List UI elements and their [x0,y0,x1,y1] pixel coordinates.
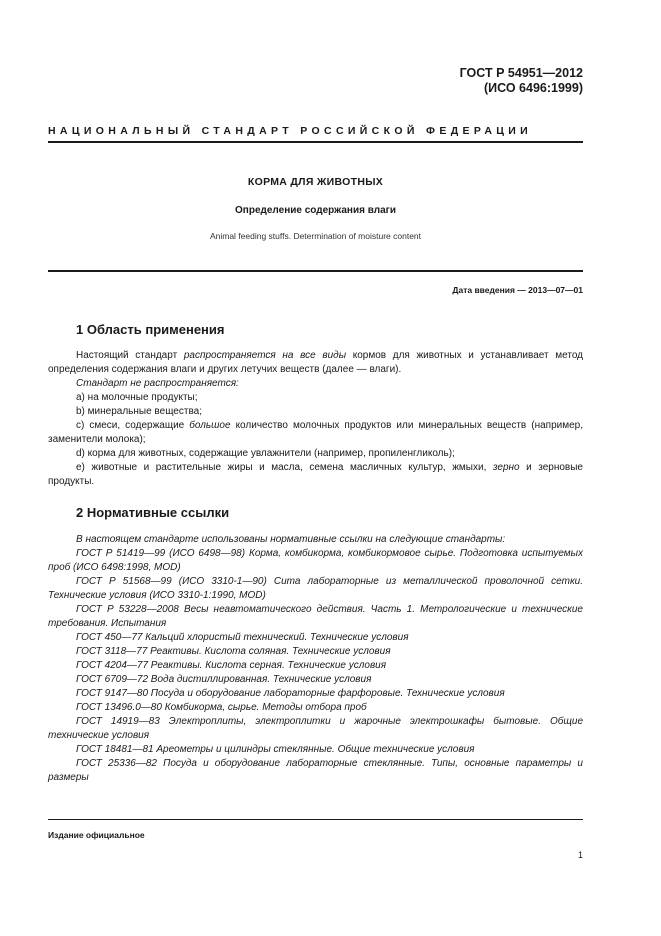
reference-item: ГОСТ Р 51568—99 (ИСО 3310-1—90) Сита лабораторные из металлической проволочной сетки. Технические условия (ИСО 3310-1:1990, MOD) [48,576,583,601]
english-title: Animal feeding stuffs. Determination of moisture content [209,231,422,241]
scope-text: кормов для животных и устанавливает метод определения содержания влаги и других летучих веществ (далее — влаги). [48,350,583,375]
list-item-italic: большое [189,420,231,431]
reference-item: ГОСТ Р 53228—2008 Весы неавтоматического действия. Часть 1. Метрологические и технические требования. Испытания [48,604,583,629]
section-1-heading: 1 Область применения [76,322,225,337]
list-item-text: и зерновые продукты. [48,462,583,487]
list-item: d) корма для животных, содержащие увлажнители (например, пропиленгликоль); [76,448,455,459]
list-item: а) на молочные продукты; [76,392,198,403]
list-item-text: с) смеси, содержащие [76,420,190,431]
reference-item: ГОСТ 6709—72 Вода дистиллированная. Технические условия [76,674,372,685]
footer-rule [48,819,583,820]
section-1-body [48,349,583,489]
reference-item: ГОСТ 3118—77 Реактивы. Кислота соляная. Технические условия [76,646,391,657]
references-intro: В настоящем стандарте использованы нормативные ссылки на следующие стандарты: [76,534,506,545]
exclusions-intro [48,377,583,391]
exclusions-label: Стандарт не распространяется: [76,378,239,389]
list-item [48,419,583,447]
introduction-date: Дата введения — 2013—07—01 [452,285,583,295]
list-item-text: количество молочных продуктов или минеральных веществ (например, заменители молока); [48,420,583,445]
scope-paragraph [48,349,583,377]
page-number: 1 [577,850,583,860]
standard-designation [460,66,583,96]
list-item [48,461,583,489]
document-subtitle: Определение содержания влаги [235,205,396,216]
official-edition-label: Издание официальное [48,830,145,840]
list-item-text: е) животные и растительные жиры и масла, семена масличных культур, жмыхи, [76,462,493,473]
reference-item: ГОСТ 18481—81 Ареометры и цилиндры стеклянные. Общие технические условия [76,744,475,755]
reference-item: ГОСТ 4204—77 Реактивы. Кислота серная. Технические условия [76,660,387,671]
reference-item: ГОСТ 9147—80 Посуда и оборудование лабораторные фарфоровые. Технические условия [76,688,505,699]
header-rule [48,141,583,143]
reference-item: ГОСТ 13496.0—80 Комбикорма, сырье. Методы отбора проб [76,702,367,713]
scope-text-italic: распространяется на все виды [183,350,347,361]
list-item: b) минеральные вещества; [76,406,202,417]
reference-item: ГОСТ 14919—83 Электроплиты, электроплитки и жарочные электрошкафы бытовые. Общие технические условия [48,716,583,741]
section-2-body [48,533,583,785]
title-rule [48,270,583,272]
standard-number: ГОСТ Р 54951—2012 [459,66,583,80]
scope-text: Настоящий стандарт [76,350,184,361]
reference-item: ГОСТ Р 51419—99 (ИСО 6498—98) Корма, комбикорма, комбикормовое сырье. Подготовка испытуемых проб (ИСО 6498:1998, MOD) [48,548,583,573]
reference-item: ГОСТ 450—77 Кальций хлористый технический. Технические условия [76,632,409,643]
reference-item: ГОСТ 25336—82 Посуда и оборудование лабораторные стеклянные. Типы, основные параметры и размеры [48,758,583,783]
list-item-italic: зерно [492,462,520,473]
section-2-heading: 2 Нормативные ссылки [76,505,230,520]
document-title: КОРМА ДЛЯ ЖИВОТНЫХ [247,176,384,188]
national-standard-banner: НАЦИОНАЛЬНЫЙ СТАНДАРТ РОССИЙСКОЙ ФЕДЕРАЦИИ [48,125,533,137]
iso-number: (ИСО 6496:1999) [484,81,583,95]
